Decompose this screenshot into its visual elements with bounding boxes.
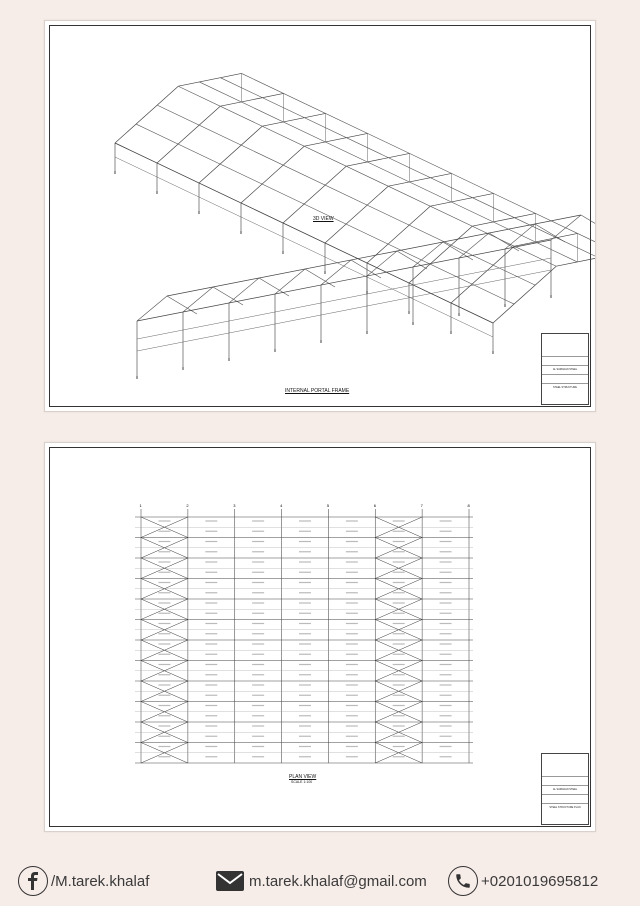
svg-text:6: 6 [373,503,377,508]
svg-text:8: 8 [467,503,470,508]
svg-text:4: 4 [280,503,283,508]
svg-text:5: 5 [326,503,330,508]
title-block [541,753,589,825]
drawing-sheet-plan [44,442,596,832]
plan-view-label: PLAN VIEW [289,774,317,780]
plan-scale-label: SCALE 1:100 [291,780,313,784]
svg-text:1: 1 [139,503,142,508]
facebook-handle: /M.tarek.khalaf [51,872,150,890]
phone-number: +0201019695812 [481,872,599,890]
svg-text:7: 7 [420,503,423,508]
drawing-sheet-3d [44,20,596,412]
title-block-drawing: STEEL STRUCTURE PLAN [549,806,581,809]
portal-frame-label: INTERNAL PORTAL FRAME [285,388,350,394]
svg-text:2: 2 [186,503,189,508]
svg-text:3: 3 [233,503,236,508]
email-contact[interactable] [214,864,427,898]
title-block-drawing: STEEL STRUCTURE [553,386,577,389]
title-block-company: AL SARDAAN STEEL [542,366,588,375]
plan-view-drawing [45,443,595,831]
email-address: m.tarek.khalaf@gmail.com [249,872,427,890]
facebook-icon [18,866,48,896]
facebook-contact[interactable] [18,864,149,898]
contact-footer [0,856,640,906]
title-block-company: AL SARDAAN STEEL [542,786,588,795]
phone-icon [448,866,478,896]
title-block [541,333,589,405]
phone-contact[interactable] [448,864,598,898]
envelope-icon [214,866,246,896]
3d-view-label: 3D VIEW [313,216,334,222]
